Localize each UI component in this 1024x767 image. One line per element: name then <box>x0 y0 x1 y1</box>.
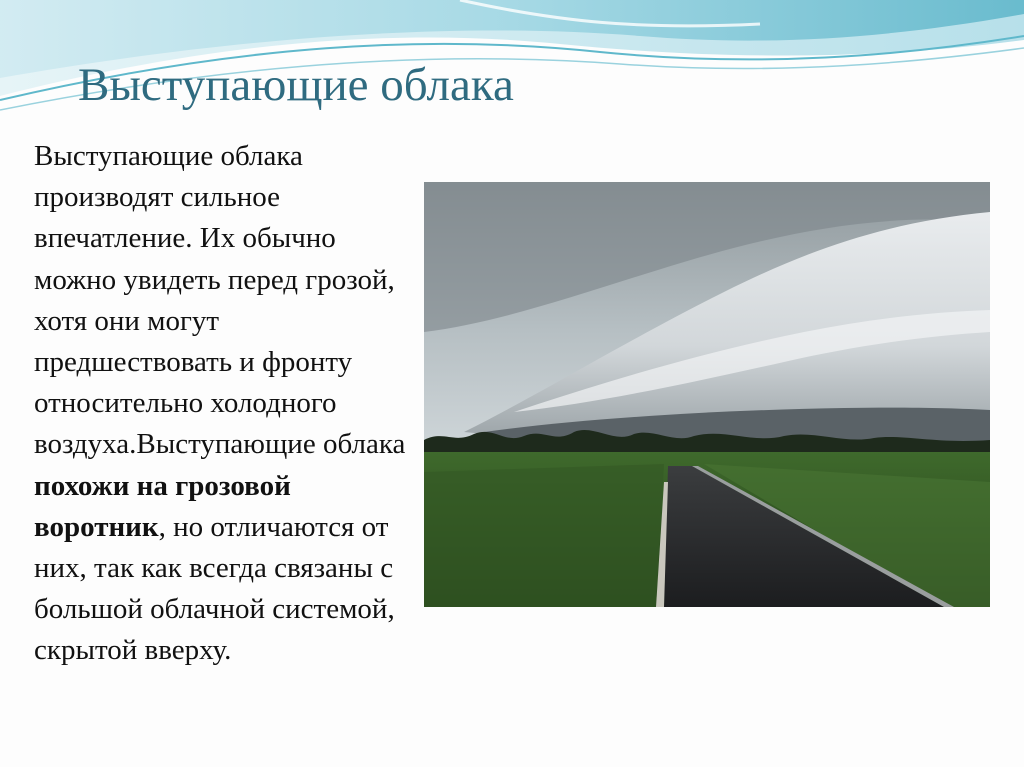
slide-body-text <box>34 136 424 672</box>
body-text-bold: похожи на грозовой воротник <box>34 469 291 543</box>
body-text-part-1: Выступающие облака производят сильное впечатление. Их обычно можно увидеть перед грозой, хотя они могут предшествовать и фронту относительно холодного воздуха.Выступающие облака <box>34 140 406 461</box>
body-text-part-2: , но отличаются от них, так как всегда связаны с большой облачной системой, скрытой вверху. <box>34 510 395 667</box>
photo-field-left <box>424 464 664 607</box>
slide-title: Выступающие облака <box>78 59 514 111</box>
shelf-cloud-photo <box>424 182 990 607</box>
photo-illustration <box>424 182 990 607</box>
